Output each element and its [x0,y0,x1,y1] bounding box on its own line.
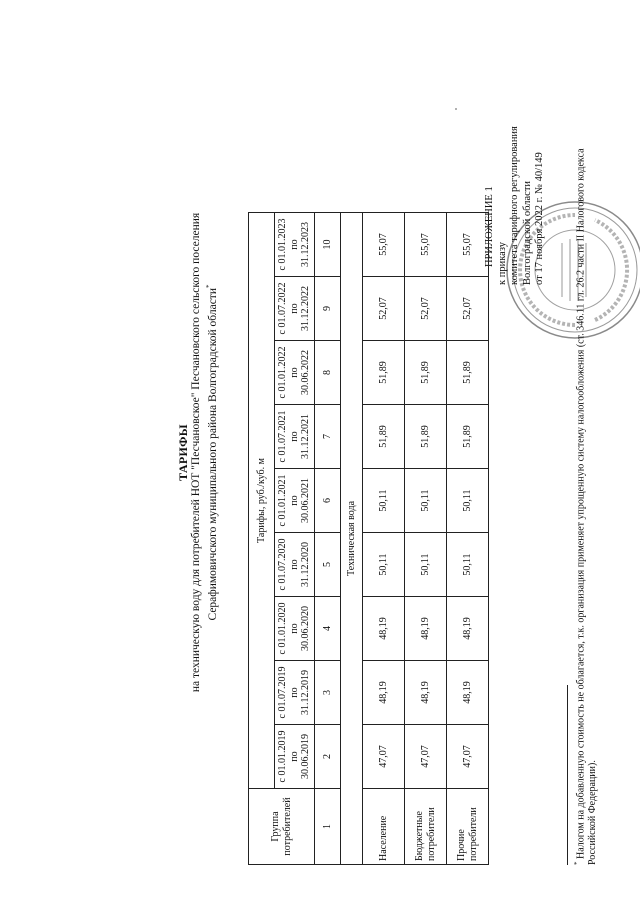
table-header-row-top [249,213,275,865]
tariff-cell: 51,89 [405,341,447,405]
period-header: с 01.07.2022 по 31.12.2022 [275,277,315,341]
section-label: Техническая вода [341,213,363,865]
row-group-label: Бюджетные потребители [405,789,447,865]
footnote: * Налогом на добавленную стоимость не облагается, т.к. организация применяет упрощенную систему налогообложения (ст. 346.11 гл. 26.2 части II Налогового кодекса Российской Федерации). [573,148,599,865]
tariff-cell: 48,19 [447,597,489,661]
period-header: с 01.07.2021 по 31.12.2021 [275,405,315,469]
period-header: с 01.07.2019 по 31.12.2019 [275,661,315,725]
tariff-cell: 50,11 [363,533,405,597]
appendix-title: ПРИЛОЖЕНИЕ 1 [484,186,495,267]
tariff-cell: 50,11 [405,469,447,533]
tariff-cell: 51,89 [447,405,489,469]
tariff-cell: 55,07 [447,213,489,277]
table-row [405,213,447,865]
appendix-line-2: комитета тарифного регулирования [509,126,520,285]
tariff-cell: 50,11 [447,533,489,597]
period-header: с 01.07.2020 по 31.12.2020 [275,533,315,597]
tariff-cell: 48,19 [363,597,405,661]
column-number: 6 [315,469,341,533]
footnote-divider [567,685,568,865]
tariff-cell: 48,19 [363,661,405,725]
appendix-block [484,25,547,285]
period-header: с 01.01.2022 по 30.06.2022 [275,341,315,405]
document-subtitle-line-1: на техническую воду для потребителей НОТ "Песчановское" Песчановского сельского поселения [190,212,202,693]
column-number: 5 [315,533,341,597]
document-title-block [177,0,220,905]
document-title: ТАРИФЫ [176,424,190,481]
column-number: 10 [315,213,341,277]
column-number: 1 [315,789,341,865]
tariff-cell: 55,07 [405,213,447,277]
tariff-cell: 50,11 [405,533,447,597]
tariff-table [248,212,489,865]
column-number: 3 [315,661,341,725]
table-row [447,213,489,865]
row-group-label: Население [363,789,405,865]
tariff-cell: 52,07 [363,277,405,341]
document-subtitle-line-2: Серафимовичского муниципального района Волгоградской области* [205,284,219,621]
appendix-line-4: от 17 ноября 2022 г. № 40/149 [534,152,545,285]
section-row [341,213,363,865]
period-header: с 01.01.2019 по 30.06.2019 [275,725,315,789]
period-header: с 01.01.2023 по 31.12.2023 [275,213,315,277]
column-number-row [315,213,341,865]
table-row [363,213,405,865]
tariff-cell: 52,07 [405,277,447,341]
row-group-label: Прочие потребители [447,789,489,865]
tariff-header: Тарифы, руб./куб. м [249,213,275,789]
tariff-cell: 55,07 [363,213,405,277]
tariff-cell: 51,89 [447,341,489,405]
tariff-cell: 48,19 [405,597,447,661]
column-number: 7 [315,405,341,469]
tariff-cell: 48,19 [447,661,489,725]
column-number: 9 [315,277,341,341]
tariff-cell: 51,89 [363,341,405,405]
appendix-line-3: Волгоградской области [521,180,533,285]
table-header-row-periods [275,213,315,865]
tariff-cell: 50,11 [447,469,489,533]
tariff-cell: 50,11 [363,469,405,533]
column-number: 8 [315,341,341,405]
tariff-cell: 47,07 [363,725,405,789]
column-number: 4 [315,597,341,661]
scan-speck [455,108,457,110]
period-header: с 01.01.2021 по 30.06.2021 [275,469,315,533]
tariff-cell: 48,19 [405,661,447,725]
tariff-cell: 52,07 [447,277,489,341]
tariff-cell: 51,89 [405,405,447,469]
group-header: Группа потребителей [249,789,315,865]
appendix-line-1: к приказу [496,242,508,285]
tariff-cell: 47,07 [447,725,489,789]
tariff-cell: 51,89 [363,405,405,469]
period-header: с 01.01.2020 по 30.06.2020 [275,597,315,661]
column-number: 2 [315,725,341,789]
tariff-cell: 47,07 [405,725,447,789]
